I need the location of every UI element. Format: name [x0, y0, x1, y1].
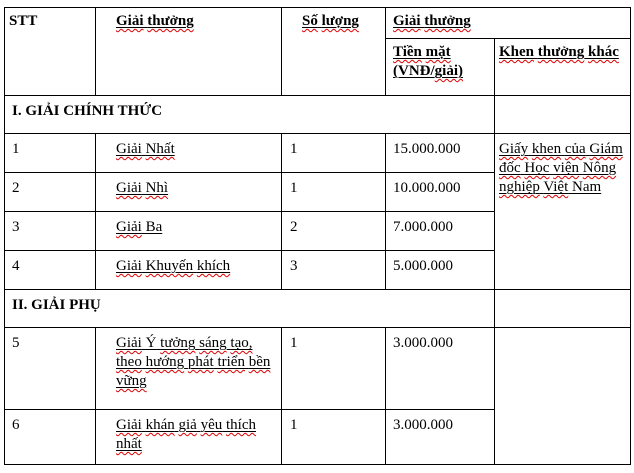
header-prize-cell: Giải thưởng	[96, 8, 282, 96]
reward-note-cell: Giấy khen của Giám đốc Học viện Nông nghiệp Việt Nam	[495, 134, 631, 290]
prize-name-cell: Giải Ba	[96, 212, 282, 251]
section-1-side-empty-cell	[495, 96, 631, 134]
stt-cell: 6	[5, 410, 96, 465]
quantity-cell: 2	[282, 212, 386, 251]
header-stt-cell: STT	[5, 8, 96, 96]
stt-cell: 3	[5, 212, 96, 251]
header-cash-cell: Tiền mặt (VNĐ/giải)	[386, 39, 495, 96]
reward-note-empty-cell	[495, 328, 631, 465]
prize-name-cell: Giải khán giả yêu thích nhất	[96, 410, 282, 465]
stt-cell: 4	[5, 251, 96, 290]
quantity-cell: 1	[282, 173, 386, 212]
prize-name-cell: Giải Nhì	[96, 173, 282, 212]
prize-name-cell: Giải Nhất	[96, 134, 282, 173]
section-2-row	[5, 290, 631, 328]
quantity-cell: 1	[282, 328, 386, 410]
prize-row-5	[5, 328, 631, 410]
cash-amount-cell: 3.000.000	[386, 328, 495, 410]
header-row	[5, 8, 631, 39]
section-1-row	[5, 96, 631, 134]
cash-amount-cell: 10.000.000	[386, 173, 495, 212]
stt-cell: 1	[5, 134, 96, 173]
header-award-group-cell: Giải thưởng	[386, 8, 631, 39]
section-2-side-empty-cell	[495, 290, 631, 328]
cash-amount-cell: 15.000.000	[386, 134, 495, 173]
quantity-cell: 1	[282, 410, 386, 465]
quantity-cell: 1	[282, 134, 386, 173]
cash-amount-cell: 5.000.000	[386, 251, 495, 290]
quantity-cell: 3	[282, 251, 386, 290]
header-other-rewards-cell: Khen thưởng khác	[495, 39, 631, 96]
prize-row-1	[5, 134, 631, 173]
stt-cell: 2	[5, 173, 96, 212]
stt-cell: 5	[5, 328, 96, 410]
prize-name-cell: Giải Ý tưởng sáng tạo, theo hướng phát triển bền vững	[96, 328, 282, 410]
prize-table	[4, 7, 631, 465]
section-1-title-cell: I. GIẢI CHÍNH THỨC	[5, 96, 495, 134]
section-2-title-cell: II. GIẢI PHỤ	[5, 290, 495, 328]
header-quantity-cell: Số lượng	[282, 8, 386, 96]
prize-name-cell: Giải Khuyến khích	[96, 251, 282, 290]
cash-amount-cell: 7.000.000	[386, 212, 495, 251]
cash-amount-cell: 3.000.000	[386, 410, 495, 465]
